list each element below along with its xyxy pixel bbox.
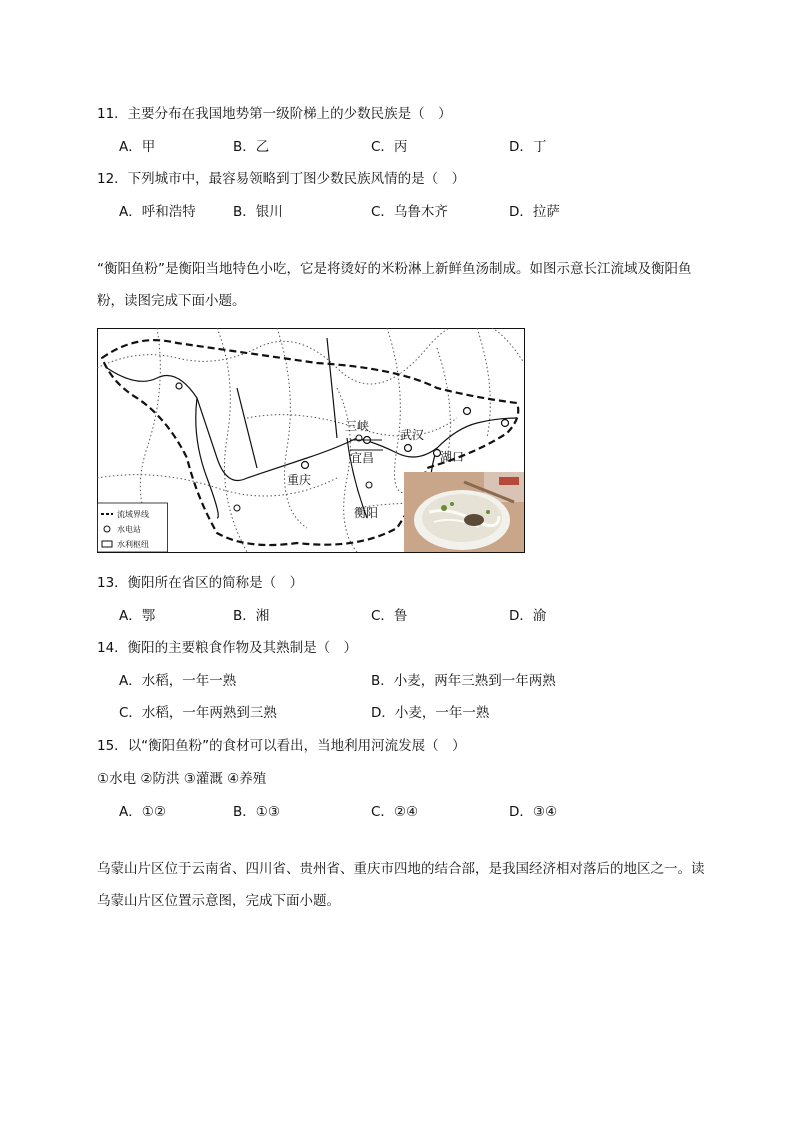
question-15-stem: 15．以“衡阳鱼粉”的食材可以看出，当地利用河流发展（ ） — [97, 738, 466, 754]
question-15-items: ①水电 ②防洪 ③灌溉 ④养殖 — [97, 771, 267, 787]
q11-option-b: B．乙 — [233, 139, 270, 155]
label-wuhan: 武汉 — [400, 428, 425, 442]
q11-option-a: A．甲 — [119, 139, 156, 155]
question-11-stem: 11．主要分布在我国地势第一级阶梯上的少数民族是（ ） — [97, 106, 452, 122]
q14-option-b: B．小麦，两年三熟到一年两熟 — [371, 673, 556, 689]
q14-option-c: C．水稻，一年两熟到三熟 — [119, 705, 277, 721]
intro-paragraph-yangtze: “衡阳鱼粉”是衡阳当地特色小吃，它是将烫好的米粉淋上新鲜鱼汤制成。如图示意长江流域及衡阳鱼粉，读图完成下面小题。 — [97, 261, 692, 309]
label-yichang: 宜昌 — [350, 451, 375, 465]
q15-option-a: A．①② — [119, 804, 166, 820]
q15-option-d: D．③④ — [509, 804, 558, 820]
q11-option-c: C．丙 — [371, 139, 408, 155]
q12-option-d: D．拉萨 — [509, 204, 560, 220]
label-hukou: 湖口 — [440, 450, 465, 464]
question-14-stem: 14．衡阳的主要粮食作物及其熟制是（ ） — [97, 640, 358, 656]
legend-water-project: 水利枢纽 — [117, 540, 149, 549]
legend-hydro-station: 水电站 — [117, 525, 141, 534]
q11-option-d: D．丁 — [509, 139, 547, 155]
label-hengyang: 衡阳 — [354, 506, 379, 520]
q13-option-b: B．湘 — [233, 608, 270, 624]
fish-noodle-photo — [404, 472, 524, 552]
label-chongqing: 重庆 — [287, 473, 312, 487]
q12-option-a: A．呼和浩特 — [119, 204, 196, 220]
q12-option-c: C．乌鲁木齐 — [371, 204, 448, 220]
question-13-stem: 13．衡阳所在省区的简称是（ ） — [97, 575, 304, 591]
q12-option-b: B．银川 — [233, 204, 283, 220]
q13-option-d: D．渝 — [509, 608, 547, 624]
q13-option-a: A．鄂 — [119, 608, 156, 624]
label-sanxia: 三峡 — [345, 419, 370, 433]
q14-option-a: A．水稻，一年一熟 — [119, 673, 237, 689]
q14-option-d: D．小麦，一年一熟 — [371, 705, 490, 721]
intro-paragraph-wumeng: 乌蒙山片区位于云南省、四川省、贵州省、重庆市四地的结合部，是我国经济相对落后的地区之一。读乌蒙山片区位置示意图，完成下面小题。 — [97, 861, 705, 909]
legend-basin-boundary: 流域界线 — [117, 510, 149, 519]
q15-option-b: B．①③ — [233, 804, 280, 820]
question-12-stem: 12．下列城市中，最容易领略到丁图少数民族风情的是（ ） — [97, 171, 466, 187]
q15-option-c: C．②④ — [371, 804, 419, 820]
q13-option-c: C．鲁 — [371, 608, 408, 624]
